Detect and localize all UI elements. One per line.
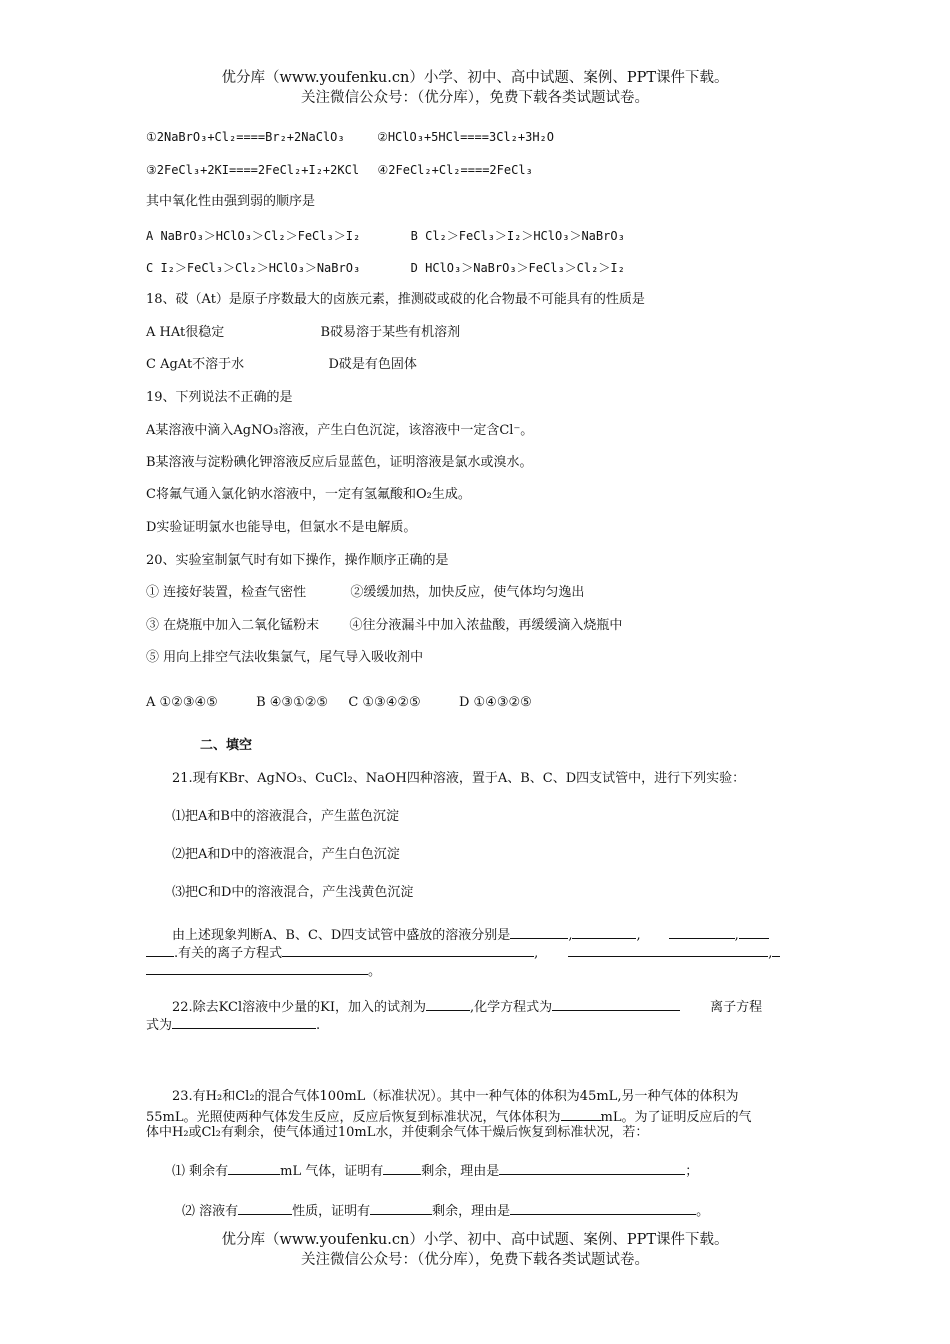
reaction-4: ④2FeCl₂+Cl₂====2FeCl₃	[377, 163, 533, 177]
q17-option-a: A NaBrO₃＞HClO₃＞Cl₂＞FeCl₃＞I₂	[146, 229, 361, 243]
q19-stem: 19、下列说法不正确的是	[146, 390, 293, 405]
q17-option-c: C I₂＞FeCl₃＞Cl₂＞HClO₃＞NaBrO₃	[146, 261, 361, 275]
q21-ion-eq-label: .有关的离子方程式	[174, 946, 283, 961]
q21-exp-2: ⑵把A和D中的溶液混合，产生白色沉淀	[172, 847, 400, 862]
q22-text-3: 离子方程	[710, 1000, 763, 1015]
q20-option-c: C ①③④②⑤	[348, 695, 421, 710]
ion-equation-blank-2[interactable]	[568, 942, 768, 957]
reagent-blank[interactable]	[426, 996, 470, 1011]
answer-blank-d-start[interactable]	[739, 924, 769, 939]
reaction-1: ①2NaBrO₃+Cl₂====Br₂+2NaClO₃	[146, 130, 345, 144]
ion-equation-blank[interactable]	[172, 1014, 316, 1029]
q20-options	[146, 694, 532, 712]
q18-stem: 18、砹（At）是原子序数最大的卤族元素，推测砹或砹的化合物最不可能具有的性质是	[146, 292, 645, 307]
reason-blank-2[interactable]	[510, 1200, 696, 1215]
q19-option-d: D实验证明氯水也能导电，但氯水不是电解质。	[146, 520, 417, 535]
q18-options-ab	[146, 324, 460, 342]
q22-text-1: 22.除去KCl溶液中少量的KI，加入的试剂为	[172, 1000, 426, 1015]
q22-end: .	[316, 1018, 321, 1033]
q18-option-d: D砹是有色固体	[328, 357, 417, 372]
q21-conclusion-text: 由上述现象判断A、B、C、D四支试管中盛放的溶液分别是	[172, 928, 511, 943]
q23-sub-2-text-c: 剩余，理由是	[432, 1204, 511, 1219]
remaining-gas-blank[interactable]	[383, 1160, 421, 1175]
q18-option-b: B砹易溶于某些有机溶剂	[320, 325, 461, 340]
q21-conclusion-line-1: 由上述现象判断A、B、C、D四支试管中盛放的溶液分别是 , , ,	[172, 924, 769, 945]
q20-stem: 20、实验室制氯气时有如下操作，操作顺序正确的是	[146, 553, 449, 568]
q21-end: 。	[368, 964, 382, 979]
q23-sub-2-text-d: 。	[696, 1204, 710, 1219]
q23-text-2a: 55mL。光照使两种气体发生反应，反应后恢复到标准状况，气体体积为	[146, 1110, 561, 1125]
q23-line-3: 体中H₂或Cl₂有剩余，使气体通过10mL水，并使剩余气体干燥后恢复到标准状况，若：	[146, 1125, 649, 1140]
q23-sub-2	[182, 1200, 709, 1221]
answer-blank-b[interactable]	[572, 924, 636, 939]
q20-option-d: D ①④③②⑤	[458, 695, 532, 710]
q22-text-2: ,化学方程式为	[470, 1000, 553, 1015]
q17-option-d: D HClO₃＞NaBrO₃＞FeCl₃＞Cl₂＞I₂	[410, 261, 625, 275]
footer-line-2: 关注微信公众号：（优分库），免费下载各类试题试卷。	[301, 1252, 649, 1268]
footer-line-1: 优分库（www.youfenku.cn）小学、初中、高中试题、案例、PPT课件下载。	[221, 1232, 729, 1248]
solution-property-blank[interactable]	[238, 1200, 292, 1215]
q20-op-4: ④往分液漏斗中加入浓盐酸，再缓缓滴入烧瓶中	[349, 618, 623, 633]
q23-text-2b: mL。为了证明反应后的气	[600, 1110, 752, 1125]
q20-ops-row-2	[146, 617, 622, 635]
q21-exp-3: ⑶把C和D中的溶液混合，产生浅黄色沉淀	[172, 885, 414, 900]
q18-option-a: A HAt很稳定	[146, 325, 225, 340]
answer-blank-c[interactable]	[669, 924, 735, 939]
chem-equation-blank[interactable]	[552, 996, 680, 1011]
q20-op-3: ③ 在烧瓶中加入二氧化锰粉末	[146, 618, 320, 633]
q20-op-1: ① 连接好装置，检查气密性	[146, 585, 307, 600]
q20-op-2: ②缓缓加热，加快反应，使气体均匀逸出	[350, 585, 585, 600]
q20-ops-row-1	[146, 584, 584, 602]
answer-blank-d-end[interactable]	[146, 942, 174, 957]
ion-equation-blank-3-start[interactable]	[772, 942, 780, 957]
q21-conclusion-line-2: .有关的离子方程式 , ,	[146, 942, 780, 963]
q23-sub-1	[172, 1160, 698, 1181]
q21-stem: 21.现有KBr、AgNO₃、CuCl₂、NaOH四种溶液，置于A、B、C、D四支试管中，进行下列实验：	[172, 771, 746, 786]
header-line-2: 关注微信公众号：（优分库），免费下载各类试题试卷。	[301, 90, 649, 106]
q23-sub-1-text-d: ；	[685, 1164, 699, 1179]
reason-blank-1[interactable]	[499, 1160, 685, 1175]
q23-sub-2-text-a: ⑵ 溶液有	[182, 1204, 239, 1219]
q20-option-b: B ④③①②⑤	[256, 695, 329, 710]
q17-reactions-row-1	[146, 128, 554, 146]
reaction-2: ②HClO₃+5HCl====3Cl₂+3H₂O	[377, 130, 555, 144]
q23-sub-2-text-b: 性质，证明有	[292, 1204, 371, 1219]
answer-blank-a[interactable]	[510, 924, 568, 939]
q23-line-1: 23.有H₂和Cl₂的混合气体100mL（标准状况）。其中一种气体的体积为45mL,另一种气体的体积为	[172, 1089, 739, 1104]
q18-option-c: C AgAt不溶于水	[146, 357, 245, 372]
reaction-3: ③2FeCl₃+2KI====2FeCl₂+I₂+2KCl	[146, 163, 360, 177]
q18-options-cd	[146, 356, 417, 374]
q17-options-cd	[146, 259, 625, 277]
ion-equation-blank-3-end[interactable]	[146, 960, 368, 975]
header-line-1: 优分库（www.youfenku.cn）小学、初中、高中试题、案例、PPT课件下载。	[221, 70, 729, 86]
section-title: 二、填空	[200, 738, 253, 753]
q20-op-5: ⑤ 用向上排空气法收集氯气，尾气导入吸收剂中	[146, 650, 424, 665]
q17-reactions-row-2	[146, 161, 533, 179]
q22-line-2	[146, 1014, 320, 1035]
q19-option-c: C将氟气通入氯化钠水溶液中，一定有氢氟酸和O₂生成。	[146, 487, 471, 502]
q17-option-b: B Cl₂＞FeCl₃＞I₂＞HClO₃＞NaBrO₃	[410, 229, 625, 243]
remaining-gas-blank-2[interactable]	[370, 1200, 432, 1215]
q21-conclusion-line-3	[146, 960, 381, 981]
q21-exp-1: ⑴把A和B中的溶液混合，产生蓝色沉淀	[172, 809, 399, 824]
q20-option-a: A ①②③④⑤	[146, 695, 218, 710]
remaining-volume-blank[interactable]	[228, 1160, 280, 1175]
q17-options-ab	[146, 227, 625, 245]
q19-option-b: B某溶液与淀粉碘化钾溶液反应后显蓝色，证明溶液是氯水或溴水。	[146, 455, 533, 470]
q22-text-4: 式为	[146, 1018, 173, 1033]
gas-volume-blank[interactable]	[561, 1106, 601, 1121]
ion-equation-blank-1[interactable]	[282, 942, 534, 957]
q19-option-a: A某溶液中滴入AgNO₃溶液，产生白色沉淀，该溶液中一定含Cl⁻。	[146, 423, 534, 438]
q23-sub-1-text-b: mL 气体，证明有	[280, 1164, 384, 1179]
q17-stem: 其中氧化性由强到弱的顺序是	[146, 194, 316, 209]
q23-sub-1-text-c: 剩余，理由是	[421, 1164, 500, 1179]
q23-sub-1-text-a: ⑴ 剩余有	[172, 1164, 229, 1179]
